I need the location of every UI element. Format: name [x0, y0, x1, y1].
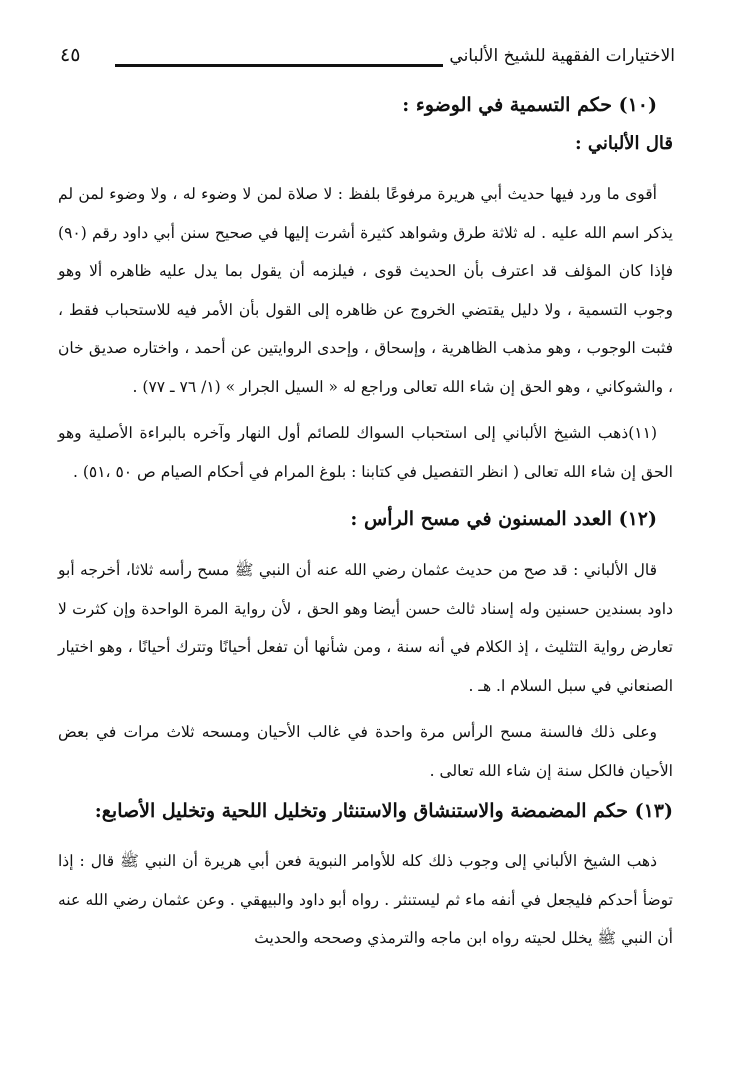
paragraph-12a: قال الألباني : قد صح من حديث عثمان رضي الله عنه أن النبي ﷺ مسح رأسه ثلاثا، أخرجه أبو داود بسندين حسنين وله إسناد ثالث حسن أيضا وهو الحق ، لأن رواية المرة الواحدة وإن كثرت لا تعارض رواية التثليث ، إذ الكلام في أنه سنة ، ومن شأنها أن تفعل أحيانًا وتترك أحيانًا ، وهو اختيار الصنعاني في سبل السلام ا. هـ .: [58, 561, 673, 695]
page-body: [58, 85, 673, 1078]
paragraph-10: أقوى ما ورد فيها حديث أبي هريرة مرفوعًا بلفظ : لا صلاة لمن لا وضوء له ، ولا وضوء لمن لم يذكر اسم الله عليه . له ثلاثة طرق وشواهد كثيرة أشرت إليها في صحيح سنن أبي داود رقم (٩٠) فإذا كان المؤلف قد اعترف بأن الحديث قوى ، فيلزمه أن يقول بما يدل عليه ظاهره ألا وهو وجوب التسمية ، ولا دليل يقتضي الخروج عن ظاهره إلى القول بأن الأمر فيه للاستحباب فقط ، فثبت الوجوب ، وهو مذهب الظاهرية ، وإسحاق ، وإحدى الروايتين عن أحمد ، واختاره صديق خان ، والشوكاني ، وهو الحق إن شاء الله تعالى وراجع له « السيل الجرار » (١/ ٧٦ ـ ٧٧) .: [58, 185, 673, 396]
running-title: الاختيارات الفقهية للشيخ الألباني: [449, 46, 675, 66]
paragraph-13: ذهب الشيخ الألباني إلى وجوب ذلك كله للأوامر النبوية فعن أبي هريرة أن النبي ﷺ قال : إذا توضأ أحدكم فليجعل في أنفه ماء ثم ليستنثر . رواه أبو داود والبيهقي . وعن عثمان رضي الله عنه أن النبي ﷺ يخلل لحيته رواه ابن ماجه والترمذي وصححه والحديث: [58, 852, 673, 947]
paragraph-11: (١١)ذهب الشيخ الألباني إلى استحباب السواك للصائم أول النهار وآخره بالبراءة الأصلية وهو الحق إن شاء الله تعالى ( انظر التفصيل في كتابنا : بلوغ المرام في أحكام الصيام ص ٥٠ ،٥١) .: [58, 424, 673, 481]
section-title-12: (١٢) العدد المسنون في مسح الرأس :: [350, 508, 657, 530]
section-title-10: (١٠) حكم التسمية في الوضوء :: [402, 94, 657, 116]
albani-label: قال الألباني :: [574, 133, 673, 154]
page-number: ٤٥: [60, 44, 81, 66]
page-header: [60, 38, 675, 78]
header-rule: [115, 64, 443, 67]
section-title-13: (١٣) حكم المضمضة والاستنشاق والاستنثار وتخليل اللحية وتخليل الأصابع:: [94, 800, 673, 822]
paragraph-12b: وعلى ذلك فالسنة مسح الرأس مرة واحدة في غالب الأحيان ومسحه ثلاث مرات في بعض الأحيان فالكل سنة إن شاء الله تعالى .: [58, 723, 673, 780]
